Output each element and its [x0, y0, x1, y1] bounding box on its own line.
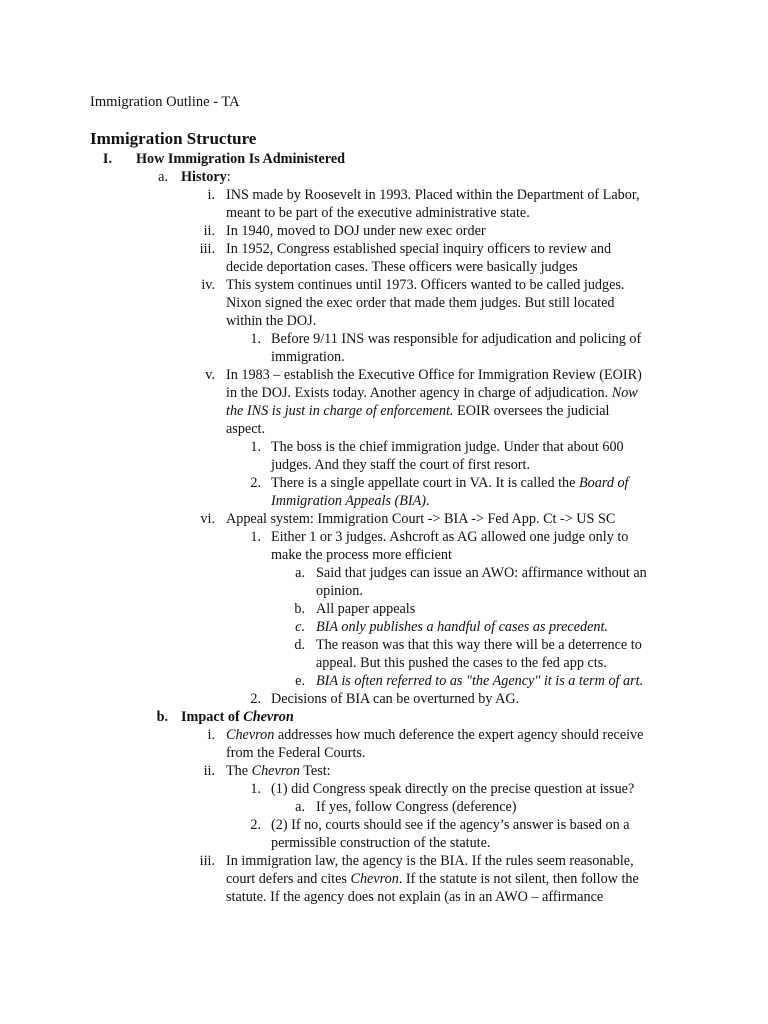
outline-text-line: decide deportation cases. These officers were basically judges: [226, 259, 578, 275]
list-marker: 1.: [250, 529, 261, 545]
outline-text-line: from the Federal Courts.: [226, 745, 366, 761]
outline-text-line: Before 9/11 INS was responsible for adjudication and policing of: [271, 331, 642, 347]
list-marker: d.: [294, 637, 305, 653]
outline-text-line: aspect.: [226, 421, 265, 437]
outline-text-line: appeal. But this pushed the cases to the fed app cts.: [316, 655, 607, 671]
outline-text-line: in the DOJ. Exists today. Another agency in charge of adjudication. Now: [226, 385, 638, 401]
outline-text-line: Said that judges can issue an AWO: affirmance without an: [316, 565, 647, 581]
list-marker: i.: [207, 727, 215, 743]
outline-text-line: The reason was that this way there will be a deterrence to: [316, 637, 642, 653]
outline-text-line: permissible construction of the statute.: [271, 835, 491, 851]
list-marker: 2.: [250, 817, 261, 833]
outline-text-line: In 1940, moved to DOJ under new exec order: [226, 223, 486, 239]
outline-text-line: There is a single appellate court in VA. It is called the Board of: [271, 475, 629, 491]
outline-text-line: immigration.: [271, 349, 345, 365]
outline-text-line: Immigration Appeals (BIA).: [271, 493, 430, 509]
list-marker: 1.: [250, 781, 261, 797]
outline-text-line: Appeal system: Immigration Court -> BIA -> Fed App. Ct -> US SC: [226, 511, 616, 527]
outline-text-line: INS made by Roosevelt in 1993. Placed within the Department of Labor,: [226, 187, 640, 203]
outline-text-line: If yes, follow Congress (deference): [316, 799, 517, 815]
outline-text-line: The Chevron Test:: [226, 763, 331, 779]
outline-text-line: make the process more efficient: [271, 547, 452, 563]
section-title: Immigration Structure: [90, 129, 257, 148]
list-marker: 2.: [250, 475, 261, 491]
outline-text-line: (2) If no, courts should see if the agency’s answer is based on a: [271, 817, 630, 833]
list-marker: iv.: [201, 277, 215, 293]
outline-text-line: the INS is just in charge of enforcement. EOIR oversees the judicial: [226, 403, 610, 419]
document-title: Immigration Outline - TA: [90, 94, 240, 110]
outline-text-line: Chevron addresses how much deference the expert agency should receive: [226, 727, 644, 743]
outline-text-line: This system continues until 1973. Officers wanted to be called judges.: [226, 277, 625, 293]
list-marker: b.: [294, 601, 305, 617]
list-marker: vi.: [200, 511, 215, 527]
list-marker: 1.: [250, 331, 261, 347]
outline-text-line: BIA only publishes a handful of cases as precedent.: [316, 619, 608, 635]
outline-text-line: judges. And they staff the court of first resort.: [271, 457, 530, 473]
list-marker: a.: [158, 169, 168, 185]
outline-heading: How Immigration Is Administered: [136, 151, 346, 167]
outline-text-line: BIA is often referred to as "the Agency" it is a term of art.: [316, 673, 644, 689]
outline-text-line: statute. If the agency does not explain (as in an AWO – affirmance: [226, 889, 604, 905]
list-marker: I.: [102, 151, 112, 167]
list-marker: iii.: [199, 853, 215, 869]
list-marker: a.: [295, 799, 305, 815]
outline-text-line: Decisions of BIA can be overturned by AG.: [271, 691, 520, 707]
outline-subheading: Impact of Chevron: [181, 709, 294, 725]
list-marker: 1.: [250, 439, 261, 455]
list-marker: iii.: [199, 241, 215, 257]
list-marker: v.: [205, 367, 215, 383]
list-marker: ii.: [203, 763, 215, 779]
outline-text-line: court defers and cites Chevron. If the statute is not silent, then follow the: [226, 871, 639, 887]
outline-text-line: (1) did Congress speak directly on the precise question at issue?: [271, 781, 635, 797]
outline-text-line: All paper appeals: [316, 601, 416, 617]
list-marker: b.: [156, 709, 168, 725]
list-marker: a.: [295, 565, 305, 581]
list-marker: i.: [207, 187, 215, 203]
list-marker: e.: [295, 673, 305, 689]
list-marker: ii.: [203, 223, 215, 239]
outline-text-line: meant to be part of the executive administrative state.: [226, 205, 530, 221]
outline-text-line: In immigration law, the agency is the BIA. If the rules seem reasonable,: [226, 853, 634, 869]
outline-text-line: within the DOJ.: [226, 313, 317, 329]
outline-subheading: History:: [181, 169, 231, 185]
outline-text-line: Nixon signed the exec order that made them judges. But still located: [226, 295, 615, 311]
outline-text-line: Either 1 or 3 judges. Ashcroft as AG allowed one judge only to: [271, 529, 629, 545]
outline-text-line: opinion.: [316, 583, 363, 599]
list-marker: 2.: [250, 691, 261, 707]
outline-text-line: The boss is the chief immigration judge. Under that about 600: [271, 439, 624, 455]
outline-text-line: In 1983 – establish the Executive Office for Immigration Review (EOIR): [226, 367, 642, 383]
outline-text-line: In 1952, Congress established special inquiry officers to review and: [226, 241, 612, 257]
list-marker: c.: [295, 619, 305, 635]
